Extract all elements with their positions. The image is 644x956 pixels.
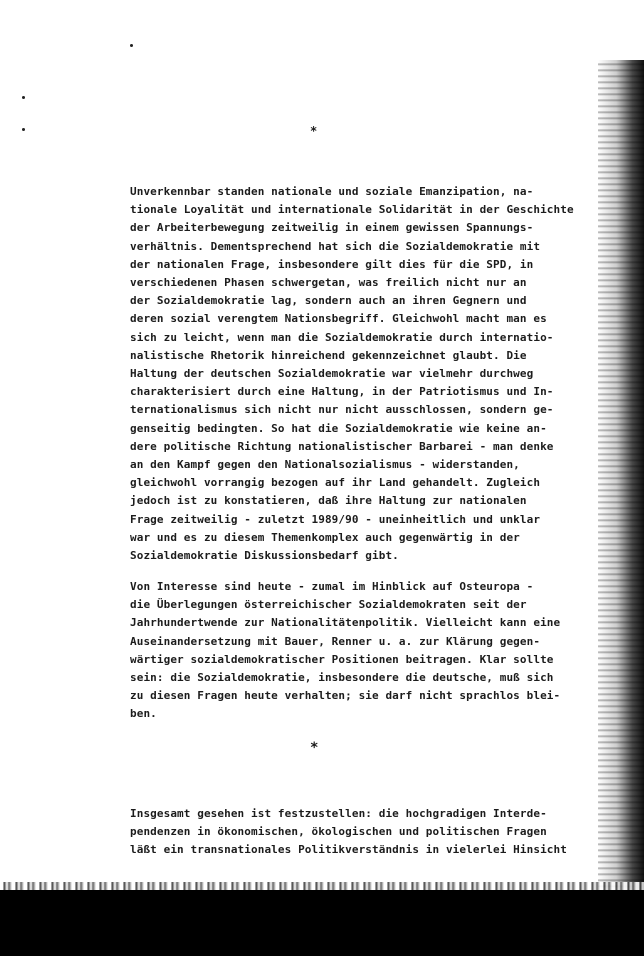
text-line: der Sozialdemokratie lag, sondern auch an ihren Gegnern und (130, 294, 527, 308)
scan-edge-right (598, 60, 644, 900)
text-line: nalistische Rhetorik hinreichend gekennzeichnet glaubt. Die (130, 348, 527, 362)
text-line: wärtiger sozialdemokratischer Positionen beitragen. Klar sollte (130, 652, 554, 666)
text-line: verschiedenen Phasen schwergetan, was freilich nicht nur an (130, 276, 527, 290)
text-line: Sozialdemokratie Diskussionsbedarf gibt. (130, 549, 399, 563)
scan-edge-bottom (0, 890, 644, 956)
paragraph-3 (130, 805, 567, 860)
text-line: ben. (130, 707, 157, 721)
text-line: Insgesamt gesehen ist festzustellen: die hochgradigen Interde- (130, 807, 547, 820)
text-line: an den Kampf gegen den Nationalsozialismus - widerstanden, (130, 458, 520, 472)
paragraph-2 (130, 578, 561, 724)
text-line: deren sozial verengtem Nationsbegriff. Gleichwohl macht man es (130, 312, 547, 326)
text-line: die Überlegungen österreichischer Sozialdemokraten seit der (130, 598, 527, 612)
section-separator: * (310, 740, 319, 756)
text-line: der Arbeiterbewegung zeitweilig in einem gewissen Spannungs- (130, 221, 534, 235)
text-line: zu diesen Fragen heute verhalten; sie darf nicht sprachlos blei- (130, 689, 561, 703)
text-line: der nationalen Frage, insbesondere gilt dies für die SPD, in (130, 257, 534, 271)
text-line: sein: die Sozialdemokratie, insbesondere die deutsche, muß sich (130, 671, 554, 685)
scan-speck (130, 44, 133, 47)
text-line: charakterisiert durch eine Haltung, in der Patriotismus und In- (130, 385, 554, 399)
scan-speck (22, 128, 25, 131)
text-line: Auseinandersetzung mit Bauer, Renner u. a. zur Klärung gegen- (130, 634, 541, 648)
text-line: gleichwohl vorrangig bezogen auf ihr Land gehandelt. Zugleich (130, 476, 541, 490)
text-line: verhältnis. Dementsprechend hat sich die Sozialdemokratie mit (130, 239, 541, 253)
text-line: Haltung der deutschen Sozialdemokratie war vielmehr durchweg (130, 367, 534, 381)
text-line: Frage zeitweilig - zuletzt 1989/90 - uneinheitlich und unklar (130, 512, 541, 526)
text-line: genseitig bedingten. So hat die Sozialdemokratie wie keine an- (130, 421, 547, 435)
text-line: sich zu leicht, wenn man die Sozialdemokratie durch internatio- (130, 330, 554, 344)
text-line: Unverkennbar standen nationale und soziale Emanzipation, na- (130, 185, 534, 198)
text-line: dere politische Richtung nationalistischer Barbarei - man denke (130, 439, 554, 453)
text-line: war und es zu diesem Themenkomplex auch gegenwärtig in der (130, 530, 520, 544)
top-mark: * (310, 124, 318, 138)
text-line: ternationalismus sich nicht nur nicht ausschlossen, sondern ge- (130, 403, 554, 417)
text-line: pendenzen in ökonomischen, ökologischen und politischen Fragen (130, 825, 547, 839)
text-line: jedoch ist zu konstatieren, daß ihre Haltung zur nationalen (130, 494, 527, 508)
paragraph-1 (130, 183, 574, 565)
scan-speck (22, 96, 25, 99)
text-line: Von Interesse sind heute - zumal im Hinblick auf Osteuropa - (130, 580, 534, 593)
text-line: läßt ein transnationales Politikverständnis in vielerlei Hinsicht (130, 843, 567, 857)
text-line: Jahrhundertwende zur Nationalitätenpolitik. Vielleicht kann eine (130, 616, 561, 630)
text-line: tionale Loyalität und internationale Solidarität in der Geschichte (130, 203, 574, 217)
